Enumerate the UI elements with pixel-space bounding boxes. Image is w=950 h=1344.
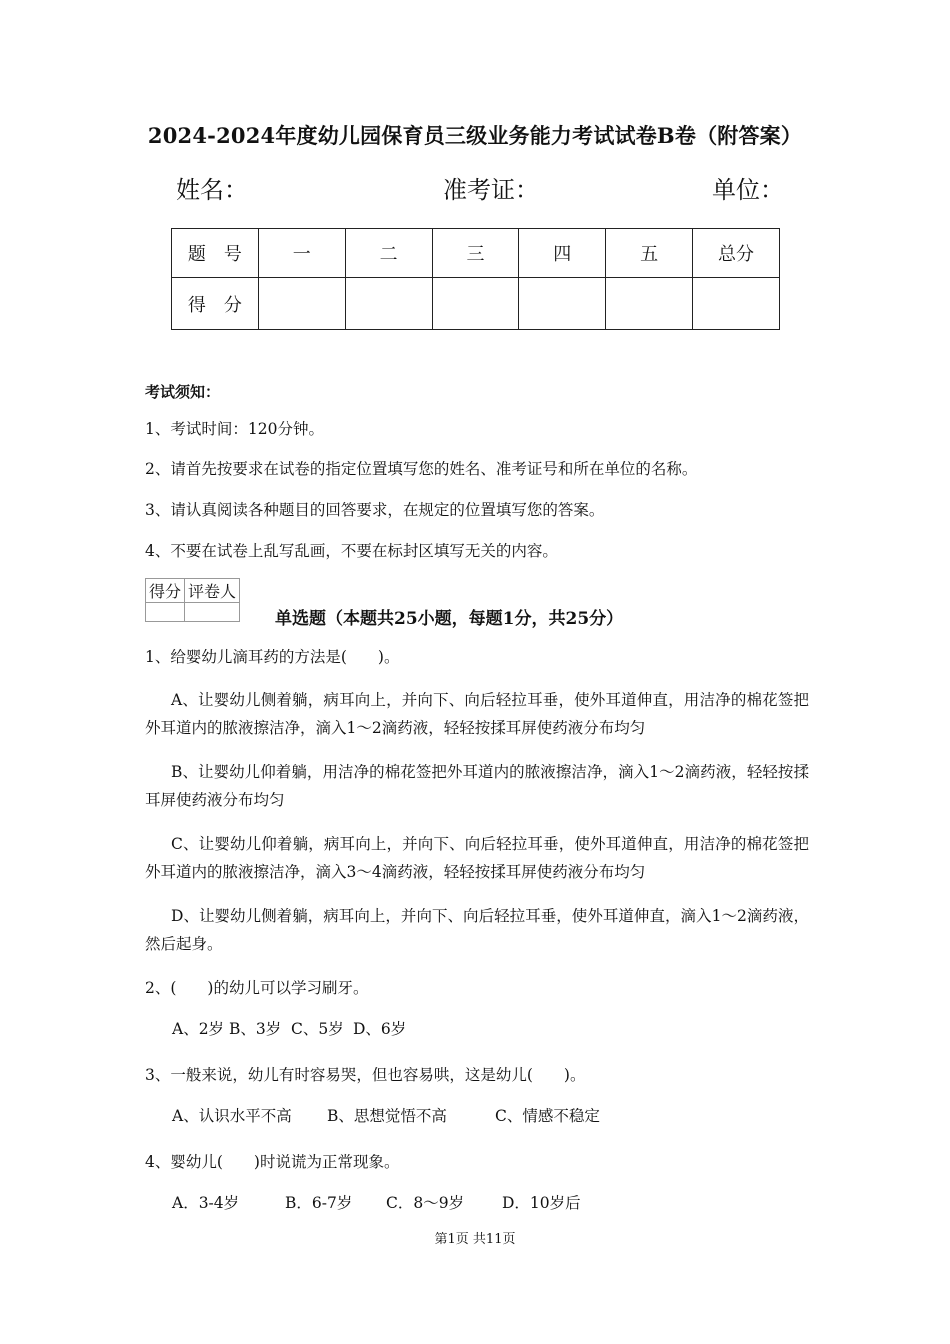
note-item: 1、考试时间：120分钟。 [145,420,324,438]
score-cell[interactable] [519,278,606,330]
question-option: C、5岁 [291,1020,344,1038]
score-table-header-cell: 三 [432,229,519,278]
question-option: A、认识水平不高 [172,1107,292,1125]
question-options-row [172,1104,600,1126]
question-option: B、让婴幼儿仰着躺，用洁净的棉花签把外耳道内的脓液擦洁净，滴入1～2滴药液，轻轻按揉耳屏使药液分布均匀 [145,763,809,809]
score-table-score-label: 得 分 [172,278,259,330]
question-stem: 1、给婴幼儿滴耳药的方法是( )。 [145,648,400,666]
score-cell[interactable] [345,278,432,330]
name-field-label: 姓名： [176,176,248,204]
question-option: A、让婴幼儿侧着躺，病耳向上，并向下、向后轻拉耳垂，使外耳道伸直，用洁净的棉花签把外耳道内的脓液擦洁净，滴入1～2滴药液，轻轻按揉耳屏使药液分布均匀 [145,691,809,737]
question-option: D．10岁后 [502,1194,581,1212]
question-stem: 2、( )的幼儿可以学习刷牙。 [145,979,369,997]
score-table-score-row [172,278,780,330]
score-table-header-row [172,229,780,278]
question-option: D、让婴幼儿侧着躺，病耳向上，并向下、向后轻拉耳垂，使外耳道伸直，滴入1～2滴药液，然后起身。 [145,907,809,953]
grader-box-score-label: 得分 [146,579,185,603]
question-options-row [172,1017,406,1039]
exam-title: 2024-2024年度幼儿园保育员三级业务能力考试试卷B卷（附答案） [147,123,803,148]
question-option: A．3-4岁 [172,1194,240,1212]
score-table-header-cell: 一 [258,229,345,278]
question-option: B、3岁 [229,1020,282,1038]
exam-id-field-label: 准考证： [443,176,539,204]
score-table-header-cell: 总分 [693,229,780,278]
question-options-row [172,1191,581,1213]
question-stem: 3、一般来说，幼儿有时容易哭，但也容易哄，这是幼儿( )。 [145,1066,586,1084]
note-item: 3、请认真阅读各种题目的回答要求，在规定的位置填写您的答案。 [145,501,605,519]
question-option: C、情感不稳定 [495,1107,600,1125]
question-stem: 4、婴幼儿( )时说谎为正常现象。 [145,1153,400,1171]
question-option: C、让婴幼儿仰着躺，病耳向上，并向下、向后轻拉耳垂，使外耳道伸直，用洁净的棉花签把外耳道内的脓液擦洁净，滴入3～4滴药液，轻轻按揉耳屏使药液分布均匀 [145,835,809,881]
section-title: 单选题（本题共25小题，每题1分，共25分） [275,609,624,629]
unit-field-label: 单位： [712,176,784,204]
grader-box [145,578,240,622]
score-cell[interactable] [258,278,345,330]
note-item: 2、请首先按要求在试卷的指定位置填写您的姓名、准考证号和所在单位的名称。 [145,460,698,478]
score-table-header-cell: 四 [519,229,606,278]
score-table-header-cell: 五 [606,229,693,278]
score-cell[interactable] [432,278,519,330]
score-cell[interactable] [693,278,780,330]
question-option: C．8～9岁 [386,1194,465,1212]
question-option: B．6-7岁 [285,1194,353,1212]
score-cell[interactable] [606,278,693,330]
grader-box-grader-cell[interactable] [185,603,240,622]
question-option: D、6岁 [353,1020,407,1038]
notes-heading: 考试须知： [145,383,221,401]
score-table-header-cell: 二 [345,229,432,278]
score-table [171,228,780,330]
grader-box-grader-label: 评卷人 [185,579,240,603]
page-footer: 第1页 共11页 [434,1232,516,1247]
grader-box-score-cell[interactable] [146,603,185,622]
question-option: B、思想觉悟不高 [327,1107,447,1125]
question-option: A、2岁 [172,1020,225,1038]
note-item: 4、不要在试卷上乱写乱画，不要在标封区填写无关的内容。 [145,542,558,560]
score-table-header-cell: 题 号 [172,229,259,278]
